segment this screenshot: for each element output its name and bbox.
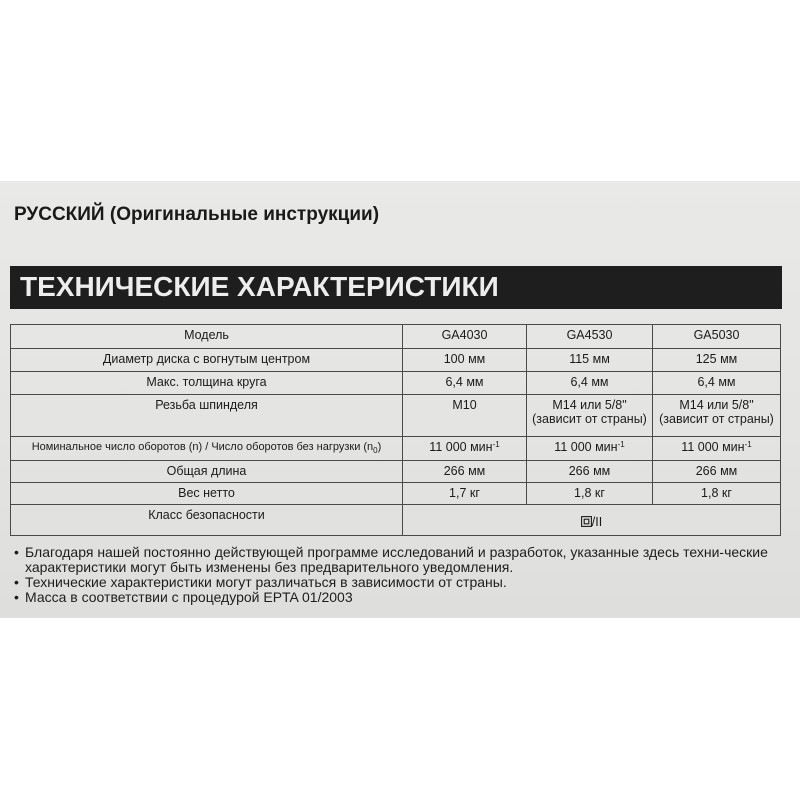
bullet-icon: • [14,544,19,560]
value-cell: 6,4 мм [403,372,527,395]
param-subscript: 0 [373,446,378,456]
table-row [11,372,781,395]
table-row [11,437,781,461]
notes-list [14,545,794,605]
value-text: M14 или 5/8" [679,398,754,412]
param-label: Вес нетто [11,483,403,505]
value-cell: 1,7 кг [403,483,527,505]
table-header-row [11,325,781,349]
value-cell: 1,8 кг [653,483,781,505]
param-label: Общая длина [11,461,403,483]
param-label: Класс безопасности [11,505,403,536]
value-cell [653,437,781,461]
value-cell: 1,8 кг [527,483,653,505]
note-text: Масса в соответствии с процедурой EPTA 01/2003 [25,589,353,605]
value-exponent: -1 [617,440,625,449]
value-text: M14 или 5/8" [552,398,627,412]
value-cell: M10 [403,395,527,437]
note-text: Благодаря нашей постоянно действующей программе исследований и разработок, указанные здесь техни-ческие характеристики могут быть изменены без предварительного уведомления. [25,544,768,575]
param-text: Номинальное число оборотов (n) / Число оборотов без нагрузки (n [31,441,374,453]
value-exponent: -1 [744,440,752,449]
value-cell [527,395,653,437]
param-label [11,437,403,461]
value-cell: 125 мм [653,349,781,372]
bullet-icon: • [14,589,19,605]
note-item [14,590,794,605]
document-page [0,181,800,618]
value-text: 11 000 мин [681,440,745,454]
model-header: GA4530 [527,325,653,349]
value-cell [527,437,653,461]
value-cell: 6,4 мм [527,372,653,395]
table-row [11,395,781,437]
value-text: 11 000 мин [429,440,493,454]
table-row [11,483,781,505]
value-cell: 266 мм [527,461,653,483]
param-text-end: ) [377,441,382,453]
param-header: Модель [11,325,403,349]
value-cell: 100 мм [403,349,527,372]
param-label: Резьба шпинделя [11,395,403,437]
value-cell: 115 мм [527,349,653,372]
bullet-icon: • [14,574,19,590]
section-language-label: РУССКИЙ (Оригинальные инструкции) [14,204,380,225]
note-text: Технические характеристики могут различаться в зависимости от страны. [25,574,507,590]
safety-class-value: /II [591,514,603,529]
value-cell: 6,4 мм [653,372,781,395]
value-exponent: -1 [492,440,500,449]
section-title: ТЕХНИЧЕСКИЕ ХАРАКТЕРИСТИКИ [20,271,499,302]
value-cell: 266 мм [403,461,527,483]
value-cell [403,505,781,536]
spec-table [10,324,781,536]
table-row [11,505,781,536]
note-item [14,575,794,590]
value-note: (зависит от страны) [532,412,647,426]
section-banner [10,266,782,309]
value-cell: 266 мм [653,461,781,483]
table-row [11,461,781,483]
note-item [14,545,794,575]
table-row [11,349,781,372]
model-header: GA5030 [653,325,781,349]
value-text: 11 000 мин [554,440,618,454]
value-note: (зависит от страны) [659,412,774,426]
value-cell [403,437,527,461]
param-label: Макс. толщина круга [11,372,403,395]
double-insulation-icon [581,516,592,530]
model-header: GA4030 [403,325,527,349]
param-label: Диаметр диска с вогнутым центром [11,349,403,372]
value-cell [653,395,781,437]
